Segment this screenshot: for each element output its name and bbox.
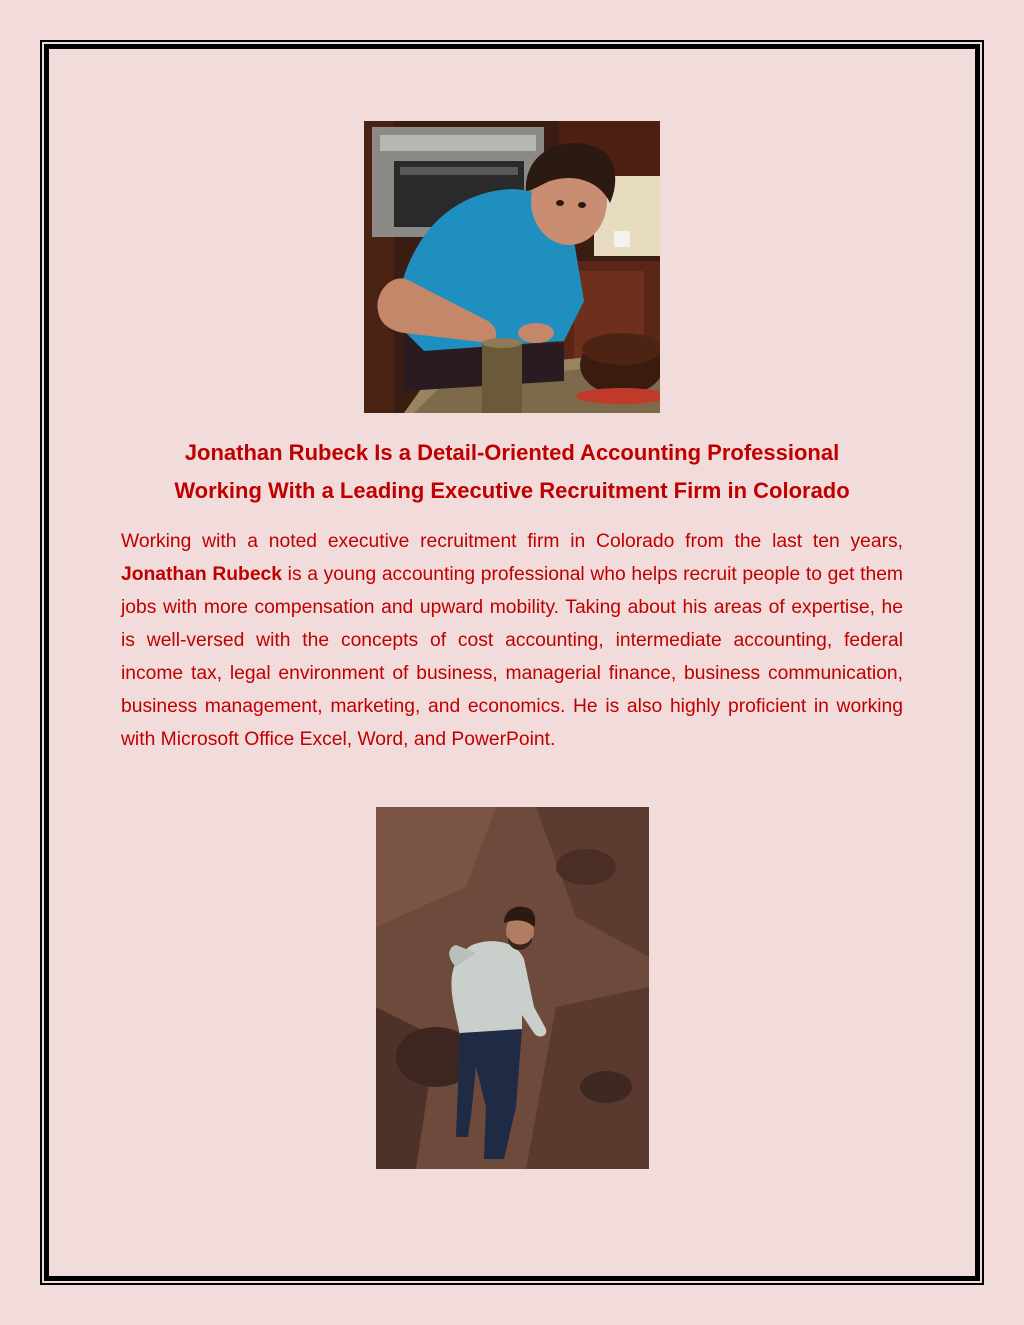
kitchen-photo bbox=[364, 121, 660, 413]
body-rest: is a young accounting professional who helps recruit people to get them jobs with more compensation and upward mobility. Taking about his areas of expertise, he is well-versed with the concepts of cost accounting, intermediate accounting, federal income tax, legal environment of business, managerial finance, business communication, business management, marketing, and economics. He is also highly proficient in working with Microsoft Office Excel, Word, and PowerPoint. bbox=[121, 564, 903, 750]
title-line-1: Jonathan Rubeck Is a Detail-Oriented Accounting Professional bbox=[184, 440, 840, 465]
title-line-2: Working With a Leading Executive Recruitment Firm in Colorado bbox=[174, 478, 850, 503]
article-body bbox=[121, 525, 903, 756]
body-intro: Working with a noted executive recruitment firm in Colorado from the last ten years, bbox=[121, 531, 903, 552]
person-name: Jonathan Rubeck bbox=[121, 564, 283, 585]
rock-climbing-photo bbox=[376, 807, 649, 1169]
article-title bbox=[100, 434, 924, 510]
